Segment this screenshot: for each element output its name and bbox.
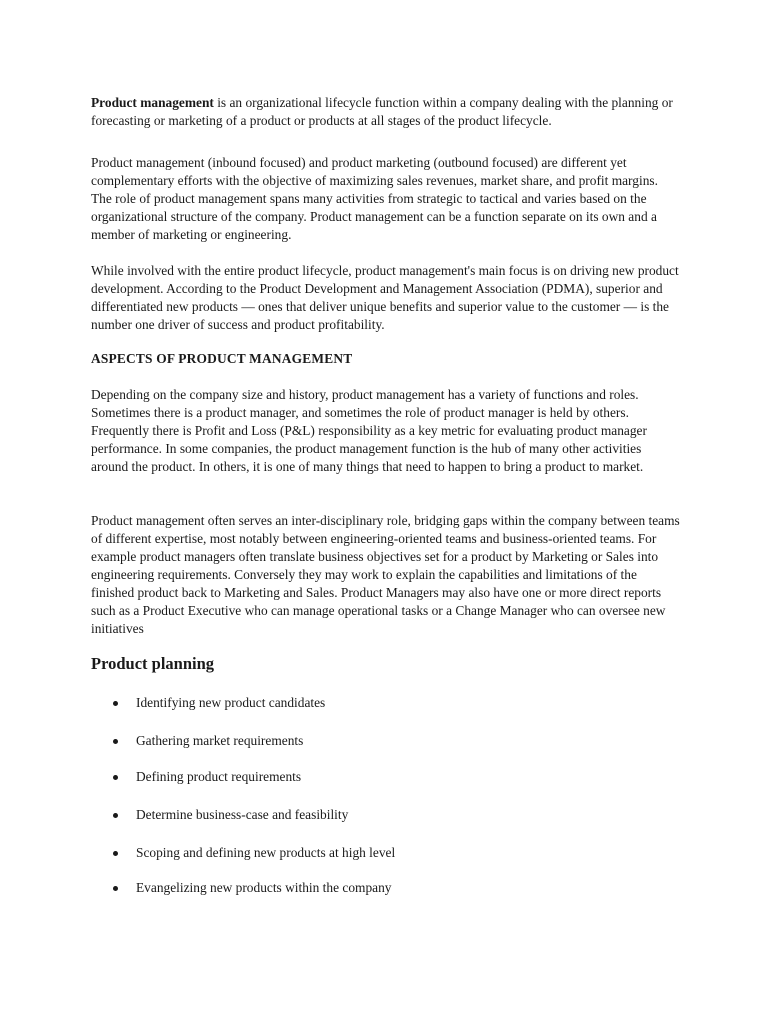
list-item-text: Identifying new product candidates <box>136 695 326 710</box>
intro-lead-term: Product management <box>91 95 214 110</box>
list-item-text: Determine business-case and feasibility <box>136 807 349 822</box>
intro-text: is an organizational lifecycle function within a company dealing with the planning or forecasting or marketing of a product or products at all stages of the product lifecycle. <box>91 95 673 128</box>
paragraph-inter-disciplinary: Product management often serves an inter-disciplinary role, bridging gaps within the company between teams of different expertise, most notably between engineering-oriented teams and business-oriented teams. For example product managers often translate business objectives set for a product by Marketing or Sales into engineering requirements. Conversely they may work to explain the capabilities and limitations of the finished product back to Marketing and Sales. Product Managers may also have one or more direct reports such as a Product Executive who can manage operational tasks or a Change Manager who can oversee new initiatives <box>91 513 680 636</box>
bullet-icon <box>113 701 118 706</box>
bullet-icon <box>113 739 118 744</box>
bullet-icon <box>113 851 118 856</box>
paragraph-lifecycle-focus: While involved with the entire product lifecycle, product management's main focus is on driving new product development. According to the Product Development and Management Association (PDMA), superior and differentiated new products — ones that deliver unique benefits and superior value to the customer — is the number one driver of success and product profitability. <box>91 263 679 332</box>
paragraph-product-vs-marketing: Product management (inbound focused) and product marketing (outbound focused) are different yet complementary efforts with the objective of maximizing sales revenues, market share, and profit margins. The role of product management spans many activities from strategic to tactical and varies based on the organizational structure of the company. Product management can be a function separate on its own and a member of marketing or engineering. <box>91 155 658 242</box>
bullet-icon <box>113 775 118 780</box>
paragraph-company-size: Depending on the company size and history, product management has a variety of functions and roles. Sometimes there is a product manager, and sometimes the role of product manager is held by others. Frequently there is Profit and Loss (P&L) responsibility as a key metric for evaluating product manager performance. In some companies, the product management function is the hub of many other activities around the product. In others, it is one of many things that need to happen to bring a product to market. <box>91 387 647 474</box>
list-item-text: Scoping and defining new products at high level <box>136 845 396 860</box>
bullet-icon <box>113 886 118 891</box>
list-item-text: Gathering market requirements <box>136 733 304 748</box>
list-item-text: Defining product requirements <box>136 769 302 784</box>
product-planning-heading: Product planning <box>91 654 215 673</box>
list-item-text: Evangelizing new products within the company <box>136 880 392 895</box>
aspects-heading: ASPECTS OF PRODUCT MANAGEMENT <box>91 351 353 366</box>
bullet-icon <box>113 813 118 818</box>
intro-paragraph <box>91 94 681 130</box>
